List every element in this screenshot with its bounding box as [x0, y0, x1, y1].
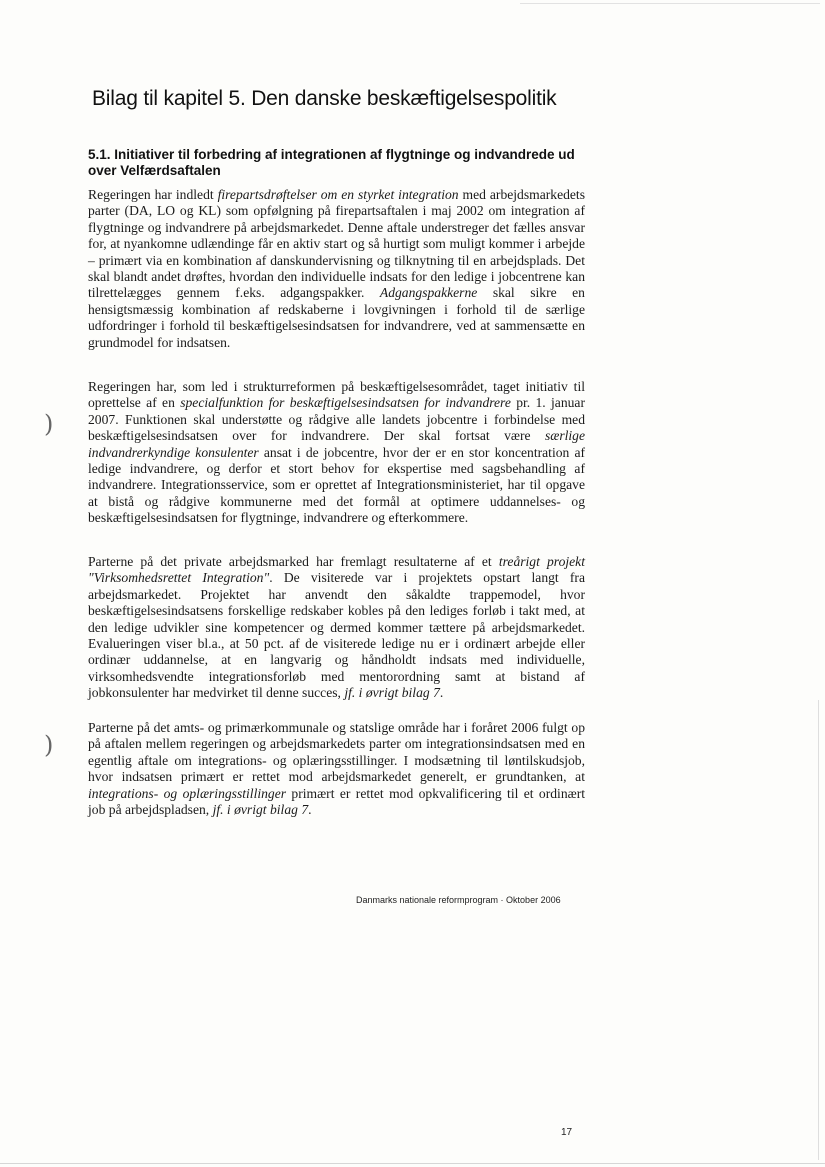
paragraph-2: Regeringen har, som led i strukturreformen på beskæftigelsesområdet, taget initiativ til oprettelse af en specialfunktion for beskæftigelsesindsatsen for indvandrere pr. 1. januar 2007. Funktionen skal understøtte og rådgive alle landets jobcentre i forbindelse med beskæftigelsesindsatsen over for indvandrere. Der skal fortsat være særlige indvandrerkyndige konsulenter ansat i de jobcentre, hvor der er en stor koncentration af ledige indvandrere, og derfor et stort behov for ekspertise med sagsbehandling af indvandrere. Integrationsservice, som er oprettet af Integrationsministeriet, har til opgave at bistå og rådgive kommunerne med det formål at optimere uddannelses- og beskæftigelsesindsatsen for flygtninge, indvandrere og efterkommere.: [88, 379, 586, 526]
paragraph-1: Regeringen har indledt firepartsdrøftelser om en styrket integration med arbejdsmarkedets parter (DA, LO og KL) som opfølgning på firepartsaftalen i maj 2002 om integration af flygtninge og indvandrere på arbejdsmarkedet. Denne aftale understreger det fælles ansvar for, at nyankomne udlændinge får en aktiv start og så hurtigt som muligt kommer i arbejde – primært via en kombination af danskundervisning og tilknytning til en arbejdsplads. Det skal blandt andet drøftes, hvordan den individuelle indsats for den ledige i jobcentrene kan tilrettelægges gennem f.eks. adgangspakker. Adgangspakkerne skal sikre en hensigtsmæssig kombination af redskaberne i lovgivningen i forhold til de særlige udfordringer i forhold til beskæftigelsesindsatsen for indvandrere, ved at sammensætte en grundmodel for indsatsen.: [88, 187, 585, 350]
punch-hole-mark: ): [44, 410, 54, 438]
emphasis: Adgangspakkerne: [379, 285, 478, 301]
scan-line-right: [818, 700, 819, 1160]
chapter-title: Bilag til kapitel 5. Den danske beskæftigelsespolitik: [92, 87, 557, 110]
paragraph-3: Parterne på det private arbejdsmarked har fremlagt resultaterne af et treårigt projekt "Virksomhedsrettet Integration". De visiterede var i projektets opstart langt fra arbejdsmarkedet. Projektet har anvendt den såkaldte trappemodel, hvor beskæftigelsesindsatsens forskellige redskaber kobles på den lediges forløb i takt med, at den ledige udvikler sine kompetencer og dermed kommer tættere på arbejdsmarkedet. Evalueringen viser bl.a., at 50 pct. af de visiterede ledige nu er i ordinært arbejde eller ordinær uddannelse, at en langvarig og håndholdt indsats med individuelle, virksomhedsvendte integrationsforløb med mentorordning samt at bistand af jobkonsulenter har medvirket til denne succes, jf. i øvrigt bilag 7.: [88, 554, 585, 701]
emphasis: integrations- og oplæringsstillinger: [88, 785, 287, 801]
cross-reference: jf. i øvrigt bilag 7: [344, 685, 440, 701]
section-heading: 5.1. Initiativer til forbedring af integrationen af flygtninge og indvandrede ud over Velfærdsaftalen: [88, 147, 575, 178]
cross-reference: jf. i øvrigt bilag 7: [212, 802, 309, 818]
scan-line-bottom: [0, 1163, 825, 1164]
emphasis: treårigt projekt "Virksomhedsrettet Integration": [88, 554, 585, 586]
scan-line-top: [520, 3, 820, 4]
paragraph-4: Parterne på det amts- og primærkommunale og statslige område har i foråret 2006 fulgt op på aftalen mellem regeringen og arbejdsmarkedets parter om integrationsindsatsen med en egentlig aftale om integrations- og oplæringsstillinger. I modsætning til løntilskudsjob, hvor indsatsen primært er rettet mod arbejdsmarkedet generelt, er grundtanken, at integrations- og oplæringsstillinger primært er rettet mod opkvalificering til et ordinært job på arbejdspladsen, jf. i øvrigt bilag 7.: [88, 720, 585, 818]
emphasis: firepartsdrøftelser om en styrket integration: [217, 187, 459, 202]
emphasis: specialfunktion for beskæftigelsesindsatsen for indvandrere: [180, 395, 511, 411]
page-number: 17: [561, 1127, 573, 1138]
footer: Danmarks nationale reformprogram · Oktober 2006: [356, 895, 561, 905]
punch-hole-mark: ): [44, 731, 54, 759]
emphasis: særlige indvandrerkyndige konsulenter: [88, 428, 585, 460]
